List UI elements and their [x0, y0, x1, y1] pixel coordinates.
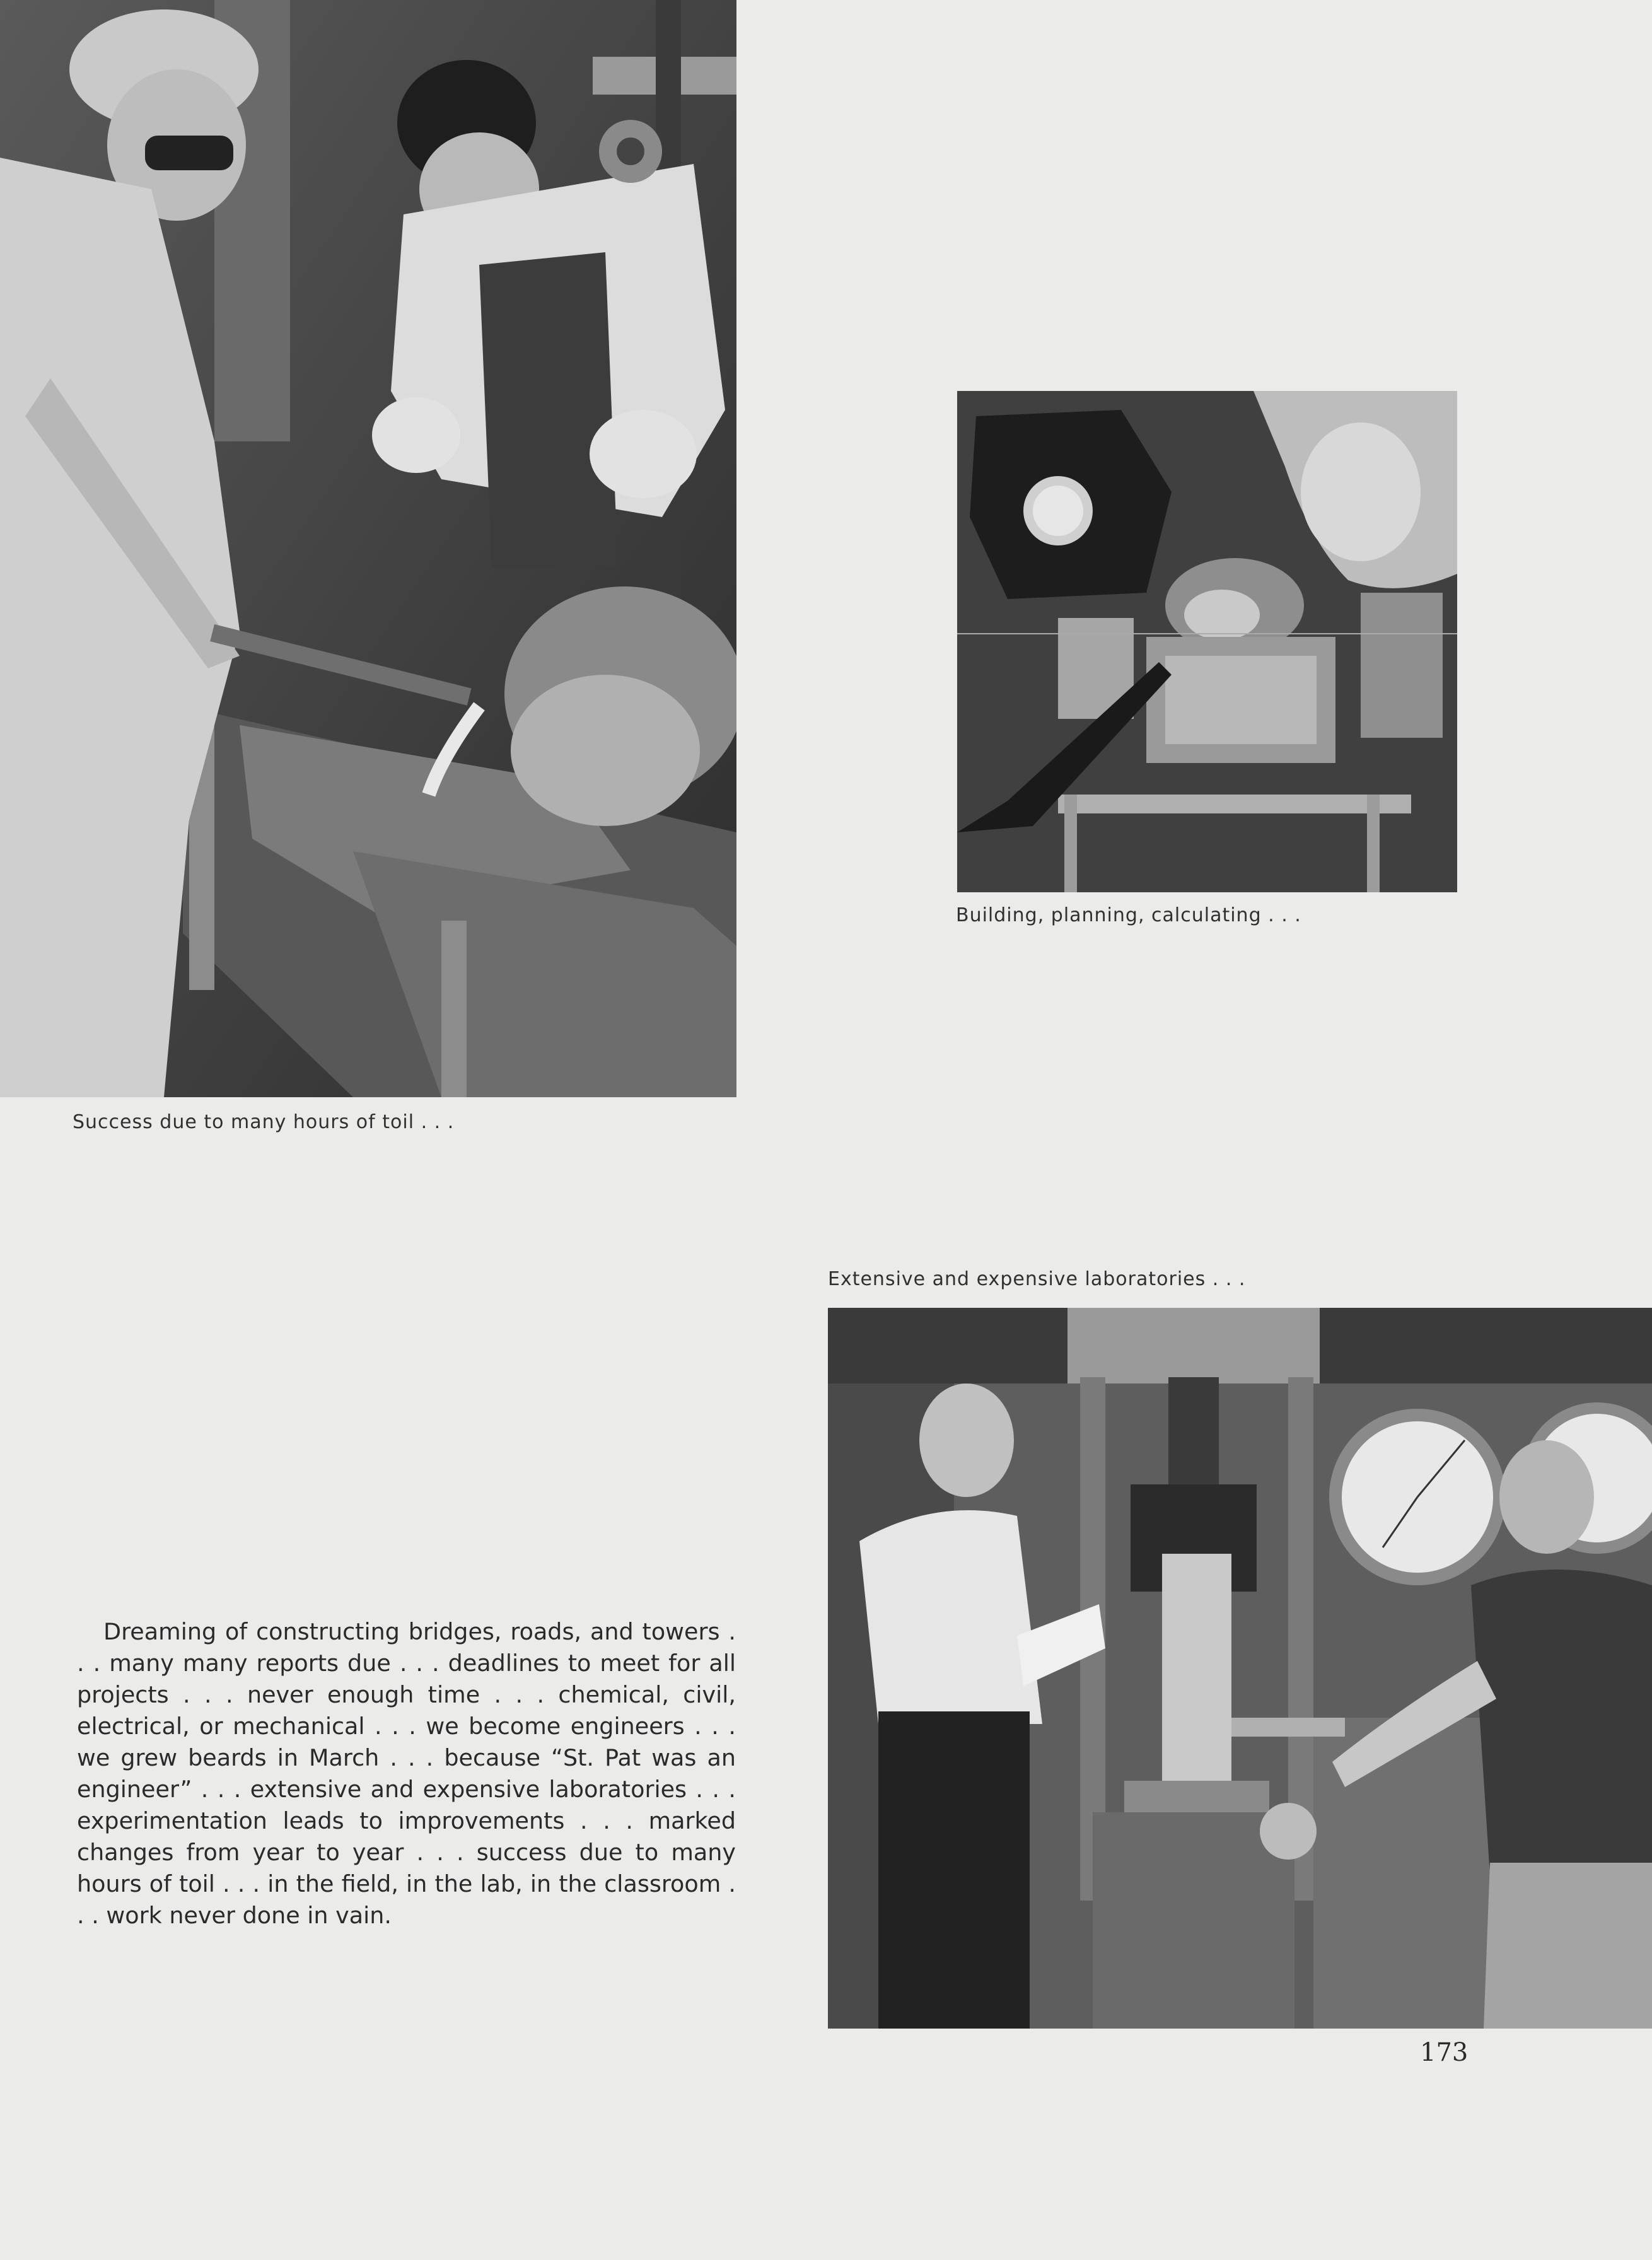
laboratory-photo — [828, 1308, 1652, 2029]
foundry-photo — [0, 0, 736, 1097]
body-paragraph: Dreaming of constructing bridges, roads, and towers . . . many many reports due . . . deadlines to meet for all projects . . . never enough time . . . chemical, civil, electrical, or mechanical . . . we become engineers . . . we grew beards in March . . . because “St. Pat was an engineer” . . . extensive and expensive laboratories . . . experimentation leads to improvements . . . marked changes from year to year . . . success due to many hours of toil . . . in the field, in the lab, in the classroom . . . work never done in vain. — [77, 1618, 736, 1929]
instrument-photo-caption: Building, planning, calculating . . . — [956, 904, 1301, 926]
instrument-photo — [957, 391, 1457, 892]
foundry-photo-caption: Success due to many hours of toil . . . — [73, 1111, 455, 1133]
page-number: 173 — [1420, 2038, 1469, 2067]
laboratory-photo-caption: Extensive and expensive laboratories . . . — [828, 1268, 1246, 1290]
